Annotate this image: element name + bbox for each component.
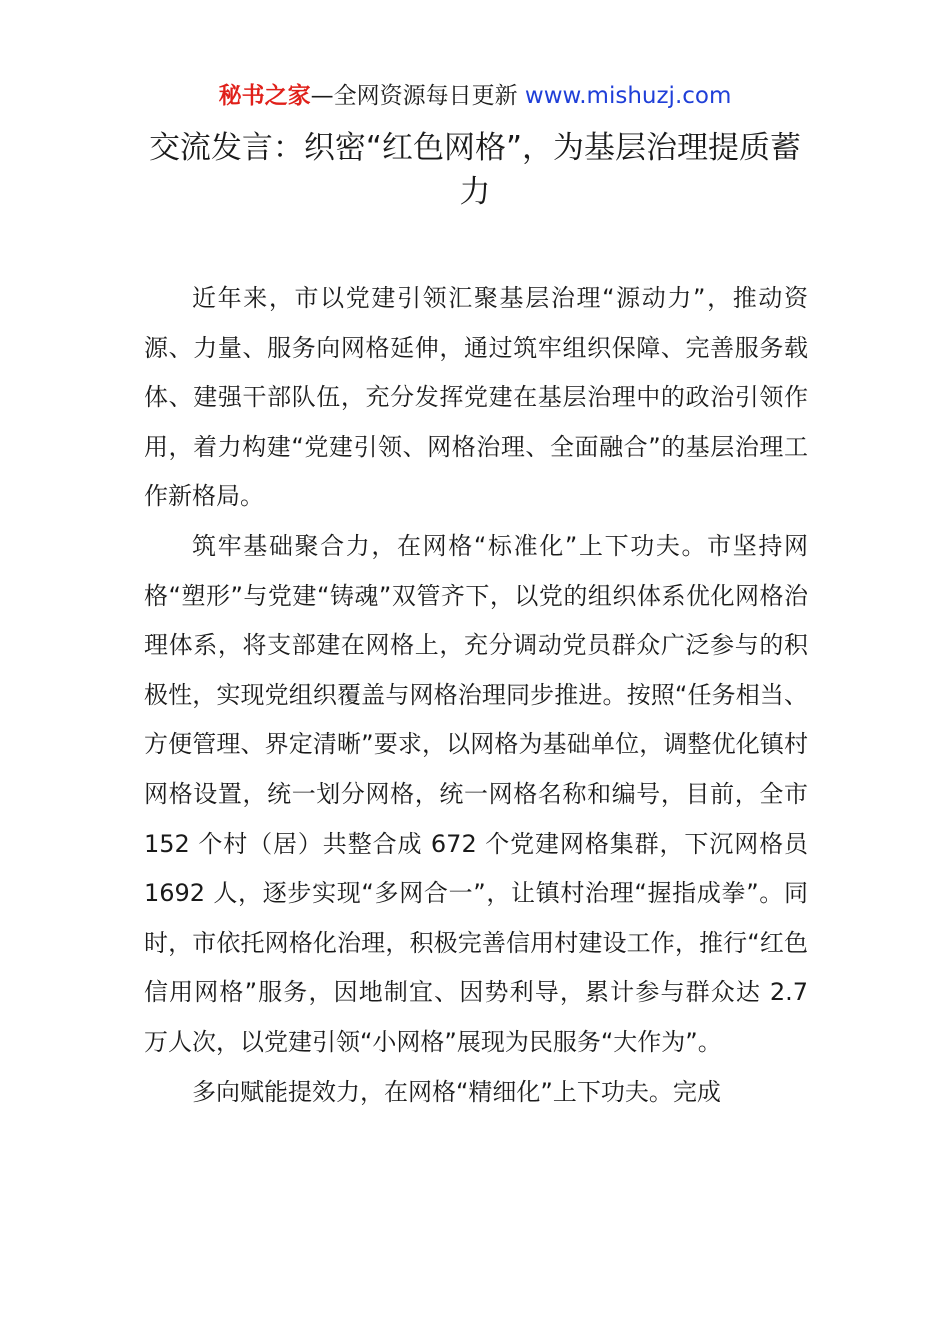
paragraph-intro: 近年来，市以党建引领汇聚基层治理“源动力”，推动资源、力量、服务向网格延伸，通过筑牢组织保障、完善服务载体、建强干部队伍，充分发挥党建在基层治理中的政治引领作用，着力构建“党建引领、网格治理、全面融合”的基层治理工作新格局。	[144, 284, 808, 511]
site-brand: 秘书之家	[218, 83, 311, 109]
site-url-link[interactable]: www.mishuzj.com	[524, 83, 732, 109]
document-title: 交流发言：织密“红色网格”，为基层治理提质蓄力	[148, 130, 802, 210]
site-header	[0, 80, 950, 112]
paragraph-standardization: 筑牢基础聚合力，在网格“标准化”上下功夫。市坚持网格“塑形”与党建“铸魂”双管齐下，以党的组织体系优化网格治理体系，将支部建在网格上，充分调动党员群众广泛参与的积极性，实现党组织覆盖与网格治理同步推进。按照“任务相当、方便管理、界定清晰”要求，以网格为基础单位，调整优化镇村网格设置，统一划分网格，统一网格名称和编号，目前，全市 152 个村（居）共整合成 672 个党建网格集群，下沉网格员 1692 人，逐步实现“多网合一”，让镇村治理“握指成拳”。同时，市依托网格化治理，积极完善信用村建设工作，推行“红色信用网格”服务，因地制宜、因势利导，累计参与群众达 2.7 万人次，以党建引领“小网格”展现为民服务“大作为”。	[144, 531, 808, 1056]
document-body	[144, 274, 808, 1117]
site-tagline: —全网资源每日更新	[310, 83, 525, 109]
paragraph-refinement: 多向赋能提效力，在网格“精细化”上下功夫。完成	[192, 1077, 721, 1106]
